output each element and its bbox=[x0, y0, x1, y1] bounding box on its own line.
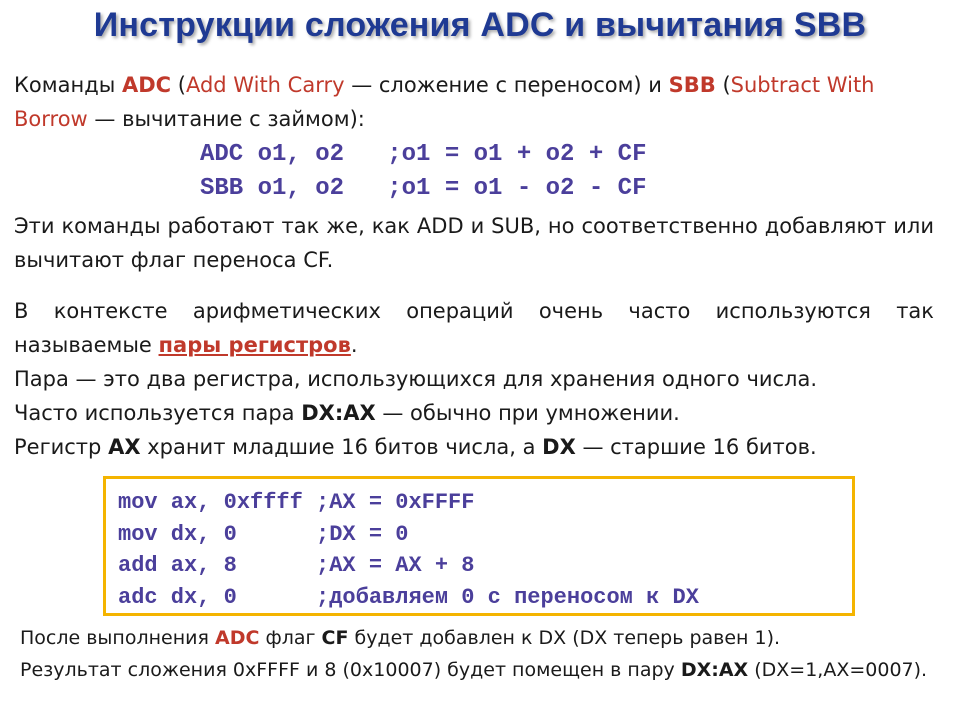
intro-text: — сложение с переносом) и bbox=[344, 73, 669, 97]
register-pairs-paragraph bbox=[14, 294, 934, 362]
pairs-text: В контексте арифметических операций очень часто используются так называемые bbox=[14, 299, 934, 357]
code-line: mov ax, 0xffff ;AX = 0xFFFF bbox=[118, 490, 475, 515]
code-line: add ax, 8 ;AX = AX + 8 bbox=[118, 553, 475, 578]
intro-paragraph bbox=[14, 68, 934, 136]
dxax-text: — обычно при умножении. bbox=[375, 401, 680, 425]
code-example-box bbox=[103, 476, 855, 616]
dxax-line bbox=[14, 396, 934, 430]
result-text: Результат сложения 0xFFFF и 8 (0x10007) будет помещен в пару bbox=[20, 659, 681, 681]
register-pairs-link[interactable]: пары регистров bbox=[158, 333, 351, 357]
reg-text: — старшие 16 битов. bbox=[575, 435, 817, 459]
register-bits-line bbox=[14, 430, 934, 464]
result-paragraph bbox=[20, 656, 940, 684]
pair-definition: Пара — это два регистра, использующихся для хранения одного числа. bbox=[14, 367, 818, 391]
sbb-full-name: Subtract With Borrow bbox=[14, 73, 875, 131]
ax-keyword: AX bbox=[108, 435, 141, 459]
pairs-text: . bbox=[350, 333, 358, 357]
intro-text: — вычитание с займом): bbox=[87, 107, 365, 131]
dx-keyword: DX bbox=[542, 435, 576, 459]
result-text: (DX=1,AX=0007). bbox=[748, 659, 928, 681]
after-text: После выполнения bbox=[20, 627, 215, 649]
intro-text: Команды bbox=[14, 73, 122, 97]
dxax-keyword: DX:AX bbox=[301, 401, 376, 425]
dxax-text: Часто используется пара bbox=[14, 401, 302, 425]
after-adc-line bbox=[20, 624, 940, 652]
dxax-keyword: DX:AX bbox=[680, 659, 749, 681]
reg-text: хранит младшие 16 битов числа, а bbox=[140, 435, 543, 459]
reg-text: Регистр bbox=[14, 435, 109, 459]
adc-keyword: ADC bbox=[121, 73, 172, 97]
intro-text: ( bbox=[171, 73, 186, 97]
slide-title: Инструкции сложения ADC и вычитания SBB bbox=[93, 6, 867, 44]
sbb-keyword: SBB bbox=[668, 73, 716, 97]
after-text: будет добавлен к DX (DX теперь равен 1). bbox=[348, 627, 781, 649]
adc-full-name: Add With Carry bbox=[185, 73, 345, 97]
cf-keyword: CF bbox=[321, 627, 349, 649]
after-text: флаг bbox=[259, 627, 322, 649]
sbb-formula: SBB o1, o2 ;o1 = o1 - o2 - CF bbox=[200, 175, 647, 202]
adc-formula: ADC o1, o2 ;o1 = o1 + o2 + CF bbox=[200, 141, 647, 168]
intro-text: ( bbox=[715, 73, 731, 97]
description-paragraph: Эти команды работают так же, как ADD и SUB, но соответственно добавляют или вычитают флаг переноса CF. bbox=[14, 214, 934, 272]
code-line: adc dx, 0 ;добавляем 0 с переносом к DX bbox=[118, 584, 699, 610]
adc-keyword: ADC bbox=[214, 627, 260, 649]
code-line: mov dx, 0 ;DX = 0 bbox=[118, 521, 409, 547]
